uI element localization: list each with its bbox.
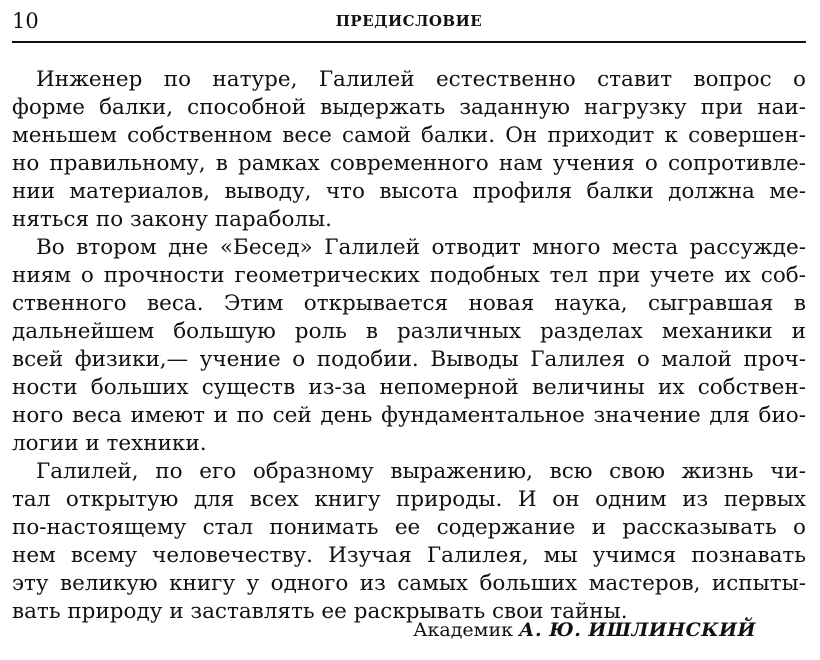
text-line: дальнейшем большую роль в различных разделах механики и — [12, 319, 806, 344]
paragraph-3 — [12, 458, 806, 626]
text-line: тал открытую для всех книгу природы. И он одним из первых — [12, 487, 806, 512]
page-header — [12, 8, 806, 34]
paragraph-1 — [12, 66, 806, 234]
text-line: ности больших существ из-за непомерной величины их собствен- — [12, 375, 806, 400]
text-line: Во втором дне «Бесед» Галилей отводит много места рассужде- — [36, 235, 806, 260]
text-line: Инженер по натуре, Галилей естественно ставит вопрос о — [36, 67, 806, 92]
text-line: няться по закону параболы. — [12, 207, 333, 232]
signature — [413, 616, 756, 644]
text-line: по-настоящему стал понимать ее содержание и рассказывать о — [12, 515, 806, 540]
text-line: вать природу и заставлять ее раскрывать свои тайны. — [12, 599, 628, 624]
page-number: 10 — [12, 9, 39, 33]
header-rule — [12, 41, 806, 43]
text-line: нем всему человечеству. Изучая Галилея, мы учимся познавать — [12, 543, 806, 568]
text-line: ниям о прочности геометрических подобных тел при учете их соб- — [12, 263, 806, 288]
text-line: форме балки, способной выдержать заданную нагрузку при наи- — [12, 95, 806, 120]
paragraph-2 — [12, 234, 806, 458]
text-line: ного веса имеют и по сей день фундаментальное значение для био- — [12, 403, 806, 428]
text-line: всей физики,— учение о подобии. Выводы Галилея о малой проч- — [12, 347, 806, 372]
body-text — [12, 66, 806, 626]
text-line: меньшем собственном весе самой балки. Он приходит к совершен- — [12, 123, 806, 148]
text-line: эту великую книгу у одного из самых больших мастеров, испыты- — [12, 571, 806, 596]
text-line: логии и техники. — [12, 431, 207, 456]
signature-name: А. Ю. ИШЛИНСКИЙ — [519, 619, 756, 641]
running-head: ПРЕДИСЛОВИЕ — [335, 12, 483, 30]
signature-title: Академик — [413, 619, 513, 641]
text-line: нии материалов, выводу, что высота профиля балки должна ме- — [12, 179, 806, 204]
text-line: Галилей, по его образному выражению, всю свою жизнь чи- — [36, 459, 806, 484]
text-line: ственного веса. Этим открывается новая наука, сыгравшая в — [12, 291, 806, 316]
text-line: но правильному, в рамках современного нам учения о сопротивле- — [12, 151, 806, 176]
